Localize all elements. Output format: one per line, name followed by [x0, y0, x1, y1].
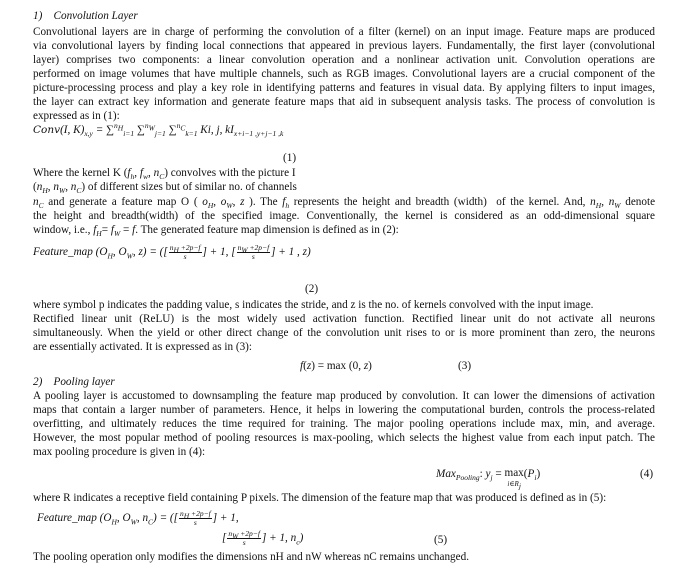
text-line: via convolutional layers by finding local connections that appeared in previous layers. Fundamentally, the first layer (convolutional	[33, 40, 655, 52]
equation-5-line-2: [ $\frac{n_W +2p-f}{s}$ ] + 1, $n_c$)	[222, 529, 304, 547]
text-line: A pooling layer is accustomed to downsampling the feature map produced by convolution. It can lower the dimensions of activation	[33, 390, 655, 402]
text-line: overfitting, and ultimately reduces the time required for training. The major pooling operations include max, min, and average.	[33, 418, 655, 430]
text-line: Where the kernel K ($f_h$, $f_w$, $n_C$) convolves with the picture I	[33, 167, 296, 182]
text-line: simultaneously. When the yield or other direct change of the convolution unit rises to or is more prominent than zero, the neurons	[33, 327, 655, 339]
text-line: Rectified linear unit (ReLU) is the most widely used activation function. Rectified linear unit do not activate all neurons	[33, 313, 655, 325]
text-line: picture-processing process and play a key role in identifying patterns and features in visual data. By applying filters to input images,	[33, 82, 655, 94]
equation-3-number: (3)	[458, 360, 472, 372]
equation-1: Conv(I, $K)_{x,y} = \sum^{n_H}_{i=1}$ ∑$^{n_W}_{j=1}$ ∑$^{n_C}_{k=1}$ Ki, j, $kI_{x+i-1 ,y+j-1 ,k}$	[33, 121, 284, 139]
equation-5-line-1: Feature_map ($O_H$, $O_W$, $n_C$) = ([ $\frac{n_H +2p-f}{s}$ ] + 1,	[37, 509, 239, 527]
pooling-paragraph-2: where R indicates a receptive field containing P pixels. The dimension of the feature map that was produced is defined as in (5):	[33, 492, 607, 504]
text-line: max pooling procedure is given in (4):	[33, 446, 206, 458]
text-line: ($n_H$, $n_W$, $n_C$) of different sizes but of similar no. of channels	[33, 181, 297, 196]
text-line: Convolutional layers are in charge of performing the convolution of a filter (kernel) on an input image. Feature maps are produced	[33, 26, 655, 38]
text-line: are essentially activated. It is expressed as in (3):	[33, 341, 253, 353]
text-line: layer) comprises two components: a linear convolution operation and a nonlinear activation unit. Convolution operations are	[33, 54, 655, 66]
equation-1-number: (1)	[283, 152, 297, 164]
text-line: maps that contain a larger number of parameters. Hence, it helps in lowering the computational burden, controls the process-related	[33, 404, 655, 416]
equation-4-number: (4)	[640, 468, 654, 480]
text-line: However, the most popular method of pooling resources is max-pooling, which selects the highest value from each input patch. The	[33, 432, 655, 444]
text-line: $n_C$ and generate a feature map O ( $o_H$, $o_W$, z ). The $f_h$ represents the height and breadth (width) of the kernel. And, $n_H$, $n_W$ denote	[33, 196, 656, 211]
text-line: where symbol p indicates the padding value, s indicates the stride, and z is the no. of kernels convolved with the input image.	[33, 299, 594, 311]
pooling-paragraph-3: The pooling operation only modifies the dimensions nH and nW whereas nC remains unchanged.	[33, 551, 470, 563]
equation-2-number: (2)	[305, 283, 319, 295]
equation-2: Feature_map ($O_H$, $O_W$, z) = ([ $\frac{n_H +2p-f}{s}$ ] + 1, [ $\frac{n_W +2p-f}{s}$ ] + 1 , z)	[33, 243, 311, 261]
section-heading-pooling: 2) Pooling layer	[33, 376, 115, 388]
equation-5-number: (5)	[434, 534, 448, 546]
text-line: performed on image volumes that have multiple channels, such as RGB images. Convolutional layers are a crucial component of the	[33, 68, 655, 80]
text-line: the layer can extract key information and generate feature maps that aid in subsequent analysis tasks. The process of convolution is	[33, 96, 655, 108]
text-line: the height and breadth(width) of the specified image. Conventionally, the kernel is considered as an odd-dimensional square	[33, 210, 655, 222]
text-line: window, i.e., $f_H= f_W = f$. The generated feature map dimension is defined as in (2):	[33, 224, 399, 239]
equation-3: f(z) = max (0, z)	[300, 360, 372, 372]
equation-4: Max$_{Pooling}$: $y_j = \max$ $i\in R_j(P_i)$	[436, 467, 541, 491]
section-heading-convolution: 1) Convolution Layer	[33, 10, 138, 22]
text-line: expressed as in (1):	[33, 110, 120, 122]
